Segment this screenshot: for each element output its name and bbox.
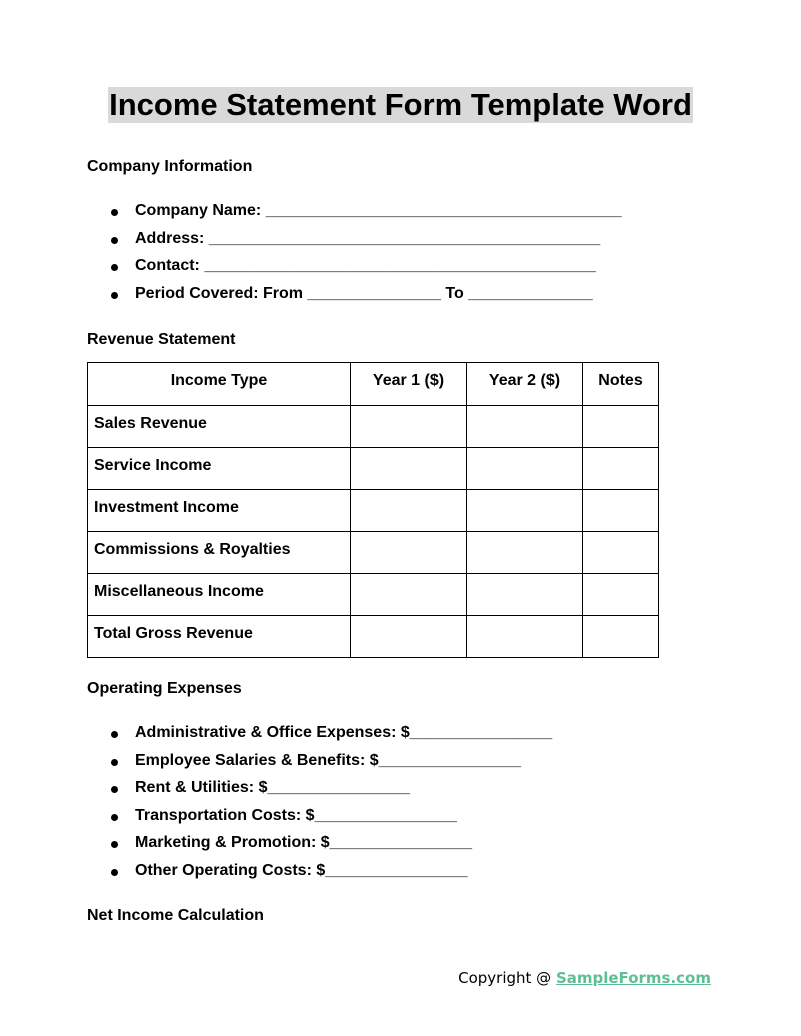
year2-cell[interactable] bbox=[467, 406, 583, 448]
notes-cell[interactable] bbox=[583, 574, 659, 616]
operating-expenses-list bbox=[87, 724, 552, 889]
table-header-row bbox=[88, 363, 659, 406]
list-item: Administrative & Office Expenses: $________________ bbox=[87, 724, 552, 752]
brand-link[interactable]: SampleForms.com bbox=[555, 969, 711, 987]
bullet-icon bbox=[111, 841, 118, 848]
operating-expenses-heading: Operating Expenses bbox=[87, 680, 242, 697]
notes-cell[interactable] bbox=[583, 616, 659, 658]
table-row bbox=[88, 490, 659, 532]
revenue-heading: Revenue Statement bbox=[87, 331, 236, 348]
year1-cell[interactable] bbox=[351, 532, 467, 574]
bullet-icon bbox=[111, 759, 118, 766]
list-item: Contact: ____________________________________________ bbox=[87, 257, 622, 285]
revenue-table bbox=[87, 362, 659, 658]
year2-cell[interactable] bbox=[467, 448, 583, 490]
column-header: Year 1 ($) bbox=[351, 363, 467, 406]
list-item: Address: ____________________________________________ bbox=[87, 230, 622, 258]
list-item: Period Covered: From _______________ To ______________ bbox=[87, 285, 622, 313]
notes-cell[interactable] bbox=[583, 448, 659, 490]
income-type-cell: Commissions & Royalties bbox=[88, 532, 351, 574]
year1-cell[interactable] bbox=[351, 574, 467, 616]
table-row bbox=[88, 616, 659, 658]
income-type-cell: Service Income bbox=[88, 448, 351, 490]
notes-cell[interactable] bbox=[583, 532, 659, 574]
table-row bbox=[88, 448, 659, 490]
year1-cell[interactable] bbox=[351, 448, 467, 490]
list-item: Marketing & Promotion: $________________ bbox=[87, 834, 552, 862]
list-item: Other Operating Costs: $________________ bbox=[87, 862, 552, 890]
copyright-text: Copyright @ bbox=[458, 969, 556, 987]
table-row bbox=[88, 406, 659, 448]
page-title: Income Statement Form Template Word bbox=[109, 87, 692, 122]
notes-cell[interactable] bbox=[583, 406, 659, 448]
notes-cell[interactable] bbox=[583, 490, 659, 532]
table-row bbox=[88, 532, 659, 574]
bullet-icon bbox=[111, 209, 118, 216]
bullet-icon bbox=[111, 237, 118, 244]
list-item: Company Name: ________________________________________ bbox=[87, 202, 622, 230]
year2-cell[interactable] bbox=[467, 532, 583, 574]
year1-cell[interactable] bbox=[351, 406, 467, 448]
column-header: Notes bbox=[583, 363, 659, 406]
bullet-icon bbox=[111, 731, 118, 738]
list-item: Rent & Utilities: $________________ bbox=[87, 779, 552, 807]
year1-cell[interactable] bbox=[351, 490, 467, 532]
company-info-list bbox=[87, 202, 622, 312]
list-item: Employee Salaries & Benefits: $________________ bbox=[87, 752, 552, 780]
copyright-footer bbox=[458, 969, 711, 987]
net-income-heading: Net Income Calculation bbox=[87, 907, 264, 924]
column-header: Year 2 ($) bbox=[467, 363, 583, 406]
year2-cell[interactable] bbox=[467, 616, 583, 658]
bullet-icon bbox=[111, 814, 118, 821]
bullet-icon bbox=[111, 869, 118, 876]
year2-cell[interactable] bbox=[467, 574, 583, 616]
year1-cell[interactable] bbox=[351, 616, 467, 658]
column-header: Income Type bbox=[88, 363, 351, 406]
bullet-icon bbox=[111, 292, 118, 299]
income-type-cell: Total Gross Revenue bbox=[88, 616, 351, 658]
list-item: Transportation Costs: $________________ bbox=[87, 807, 552, 835]
year2-cell[interactable] bbox=[467, 490, 583, 532]
income-type-cell: Sales Revenue bbox=[88, 406, 351, 448]
company-info-heading: Company Information bbox=[87, 158, 253, 175]
bullet-icon bbox=[111, 264, 118, 271]
income-type-cell: Investment Income bbox=[88, 490, 351, 532]
table-row bbox=[88, 574, 659, 616]
income-type-cell: Miscellaneous Income bbox=[88, 574, 351, 616]
bullet-icon bbox=[111, 786, 118, 793]
